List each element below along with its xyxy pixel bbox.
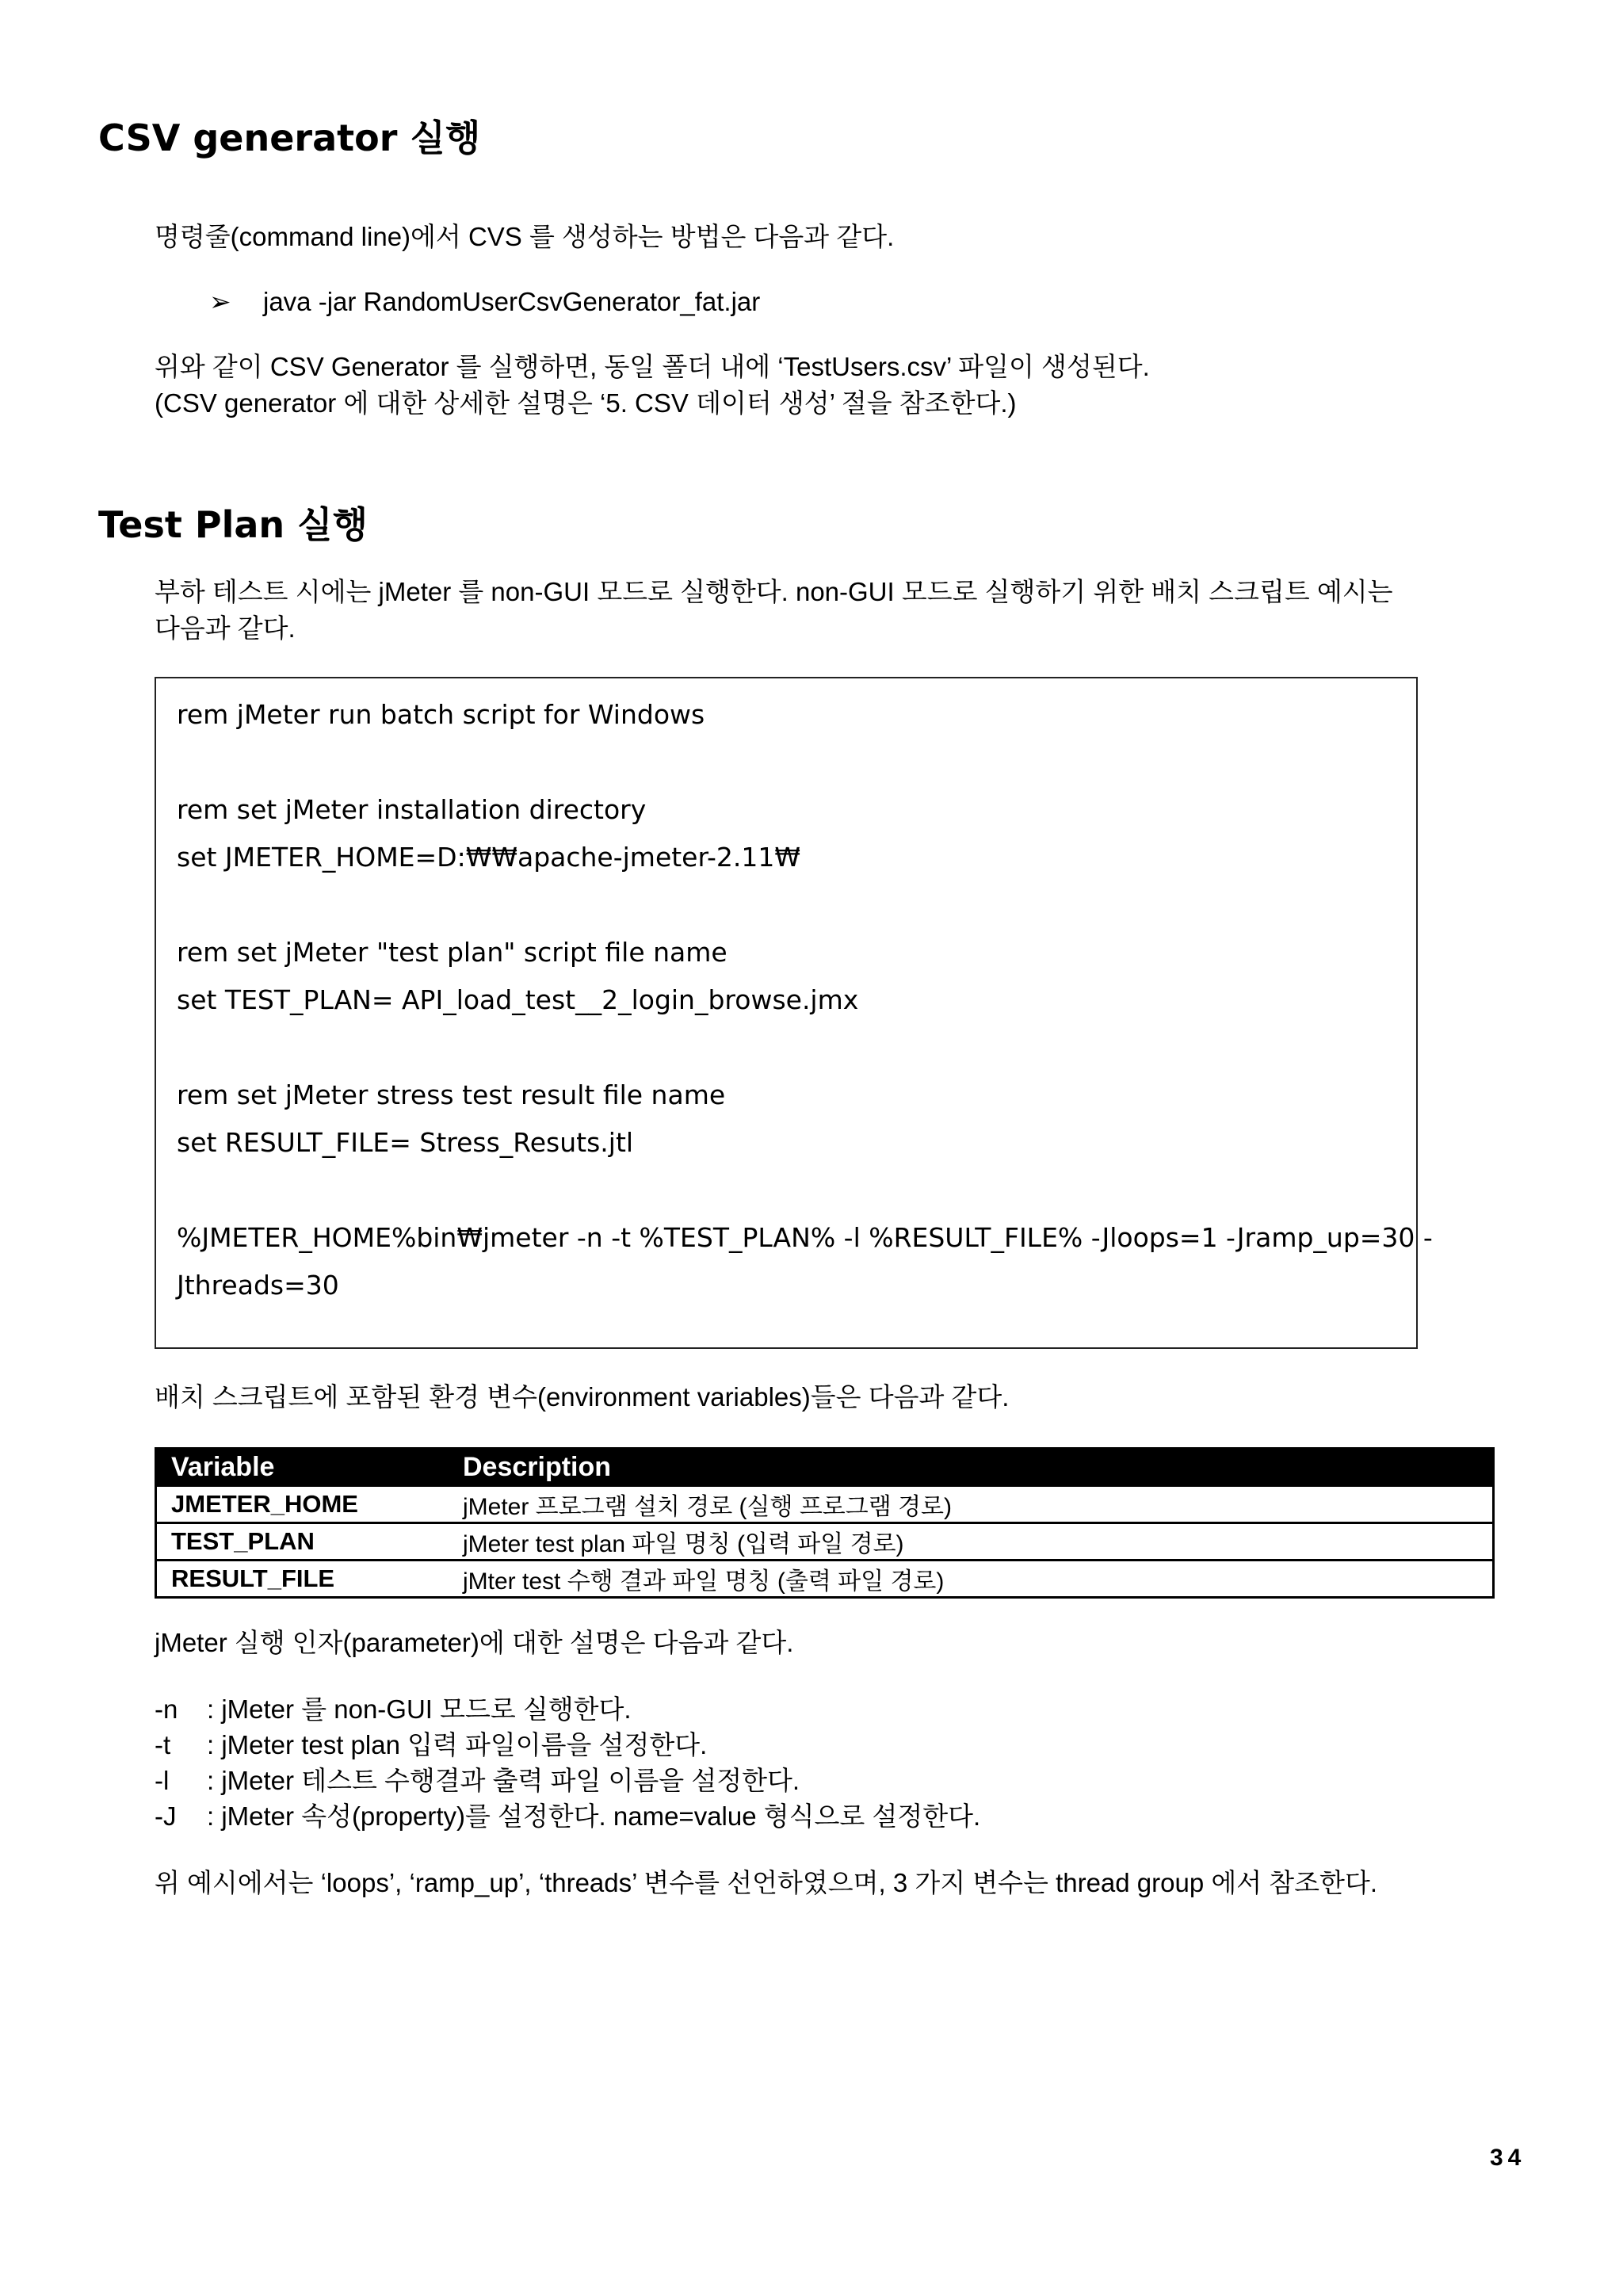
table-row: [156, 1561, 1494, 1598]
option-flag: -t: [155, 1730, 171, 1759]
script-line: rem jMeter run batch script for Windows: [177, 699, 705, 730]
table-cell-description: jMeter 프로그램 설치 경로 (실행 프로그램 경로): [449, 1486, 1494, 1523]
test-plan-intro-line-2: 다음과 같다.: [155, 613, 296, 643]
table-cell-variable: JMETER_HOME: [156, 1486, 449, 1523]
script-line: Jthreads=30: [177, 1270, 339, 1301]
page-number: 34: [1490, 2145, 1526, 2171]
table-cell-description: jMeter test plan 파일 명칭 (입력 파일 경로): [449, 1523, 1494, 1561]
option-item: [155, 1798, 980, 1834]
option-flag: -l: [155, 1766, 170, 1795]
table-header-row: [156, 1449, 1494, 1486]
env-vars-table: [155, 1447, 1495, 1599]
script-line: %JMETER_HOME%bin₩jmeter -n -t %TEST_PLAN% -l %RESULT_FILE% -Jloops=1 -Jramp_up=30 -: [177, 1222, 1433, 1253]
script-line: rem set jMeter "test plan" script file name: [177, 937, 727, 968]
closing-text: 위 예시에서는 ‘loops’, ‘ramp_up’, ‘threads’ 변수를 선언하였으며, 3 가지 변수는 thread group 에서 참조한다.: [155, 1868, 1377, 1897]
table-header-description: Description: [449, 1449, 1494, 1486]
option-desc: : jMeter 속성(property)를 설정한다. name=value 형식으로 설정한다.: [207, 1801, 981, 1831]
param-intro: jMeter 실행 인자(parameter)에 대한 설명은 다음과 같다.: [155, 1628, 794, 1657]
table-header-variable: Variable: [156, 1449, 449, 1486]
csv-result-line-2: (CSV generator 에 대한 상세한 설명은 ‘5. CSV 데이터 생성’ 절을 참조한다.): [155, 388, 1017, 418]
option-flag: -n: [155, 1694, 178, 1724]
table-row: [156, 1523, 1494, 1561]
table-row: [156, 1486, 1494, 1523]
script-line: set TEST_PLAN= API_load_test__2_login_browse.jmx: [177, 984, 859, 1015]
table-cell-variable: RESULT_FILE: [156, 1561, 449, 1598]
csv-command: java -jar RandomUserCsvGenerator_fat.jar: [263, 287, 761, 316]
test-plan-intro-line-1: 부하 테스트 시에는 jMeter 를 non-GUI 모드로 실행한다. non-GUI 모드로 실행하기 위한 배치 스크립트 예시는: [155, 577, 1393, 606]
arrow-bullet-icon: ➢: [209, 287, 231, 316]
option-item: [155, 1691, 632, 1727]
option-desc: : jMeter test plan 입력 파일이름을 설정한다.: [207, 1730, 708, 1759]
section-title-csv-generator: CSV generator 실행: [98, 117, 481, 159]
batch-script-box: [155, 677, 1433, 1349]
option-desc: : jMeter 를 non-GUI 모드로 실행한다.: [207, 1694, 632, 1724]
csv-result-line-1: 위와 같이 CSV Generator 를 실행하면, 동일 폴더 내에 ‘TestUsers.csv’ 파일이 생성된다.: [155, 352, 1150, 381]
env-vars-intro: 배치 스크립트에 포함된 환경 변수(environment variables)들은 다음과 같다.: [155, 1382, 1010, 1412]
table-cell-variable: TEST_PLAN: [156, 1523, 449, 1561]
script-line: rem set jMeter installation directory: [177, 794, 647, 825]
option-item: [155, 1763, 800, 1798]
option-desc: : jMeter 테스트 수행결과 출력 파일 이름을 설정한다.: [207, 1766, 800, 1795]
table-cell-description: jMter test 수행 결과 파일 명칭 (출력 파일 경로): [449, 1561, 1494, 1598]
section-title-test-plan: Test Plan 실행: [98, 503, 369, 546]
option-item: [155, 1727, 707, 1763]
script-line: set JMETER_HOME=D:₩₩apache-jmeter-2.11₩: [177, 842, 800, 873]
script-line: set RESULT_FILE= Stress_Resuts.jtl: [177, 1127, 634, 1158]
csv-intro-text: 명령줄(command line)에서 CVS 를 생성하는 방법은 다음과 같다.: [155, 222, 895, 251]
option-flag: -J: [155, 1801, 177, 1831]
script-line: rem set jMeter stress test result file name: [177, 1079, 726, 1110]
